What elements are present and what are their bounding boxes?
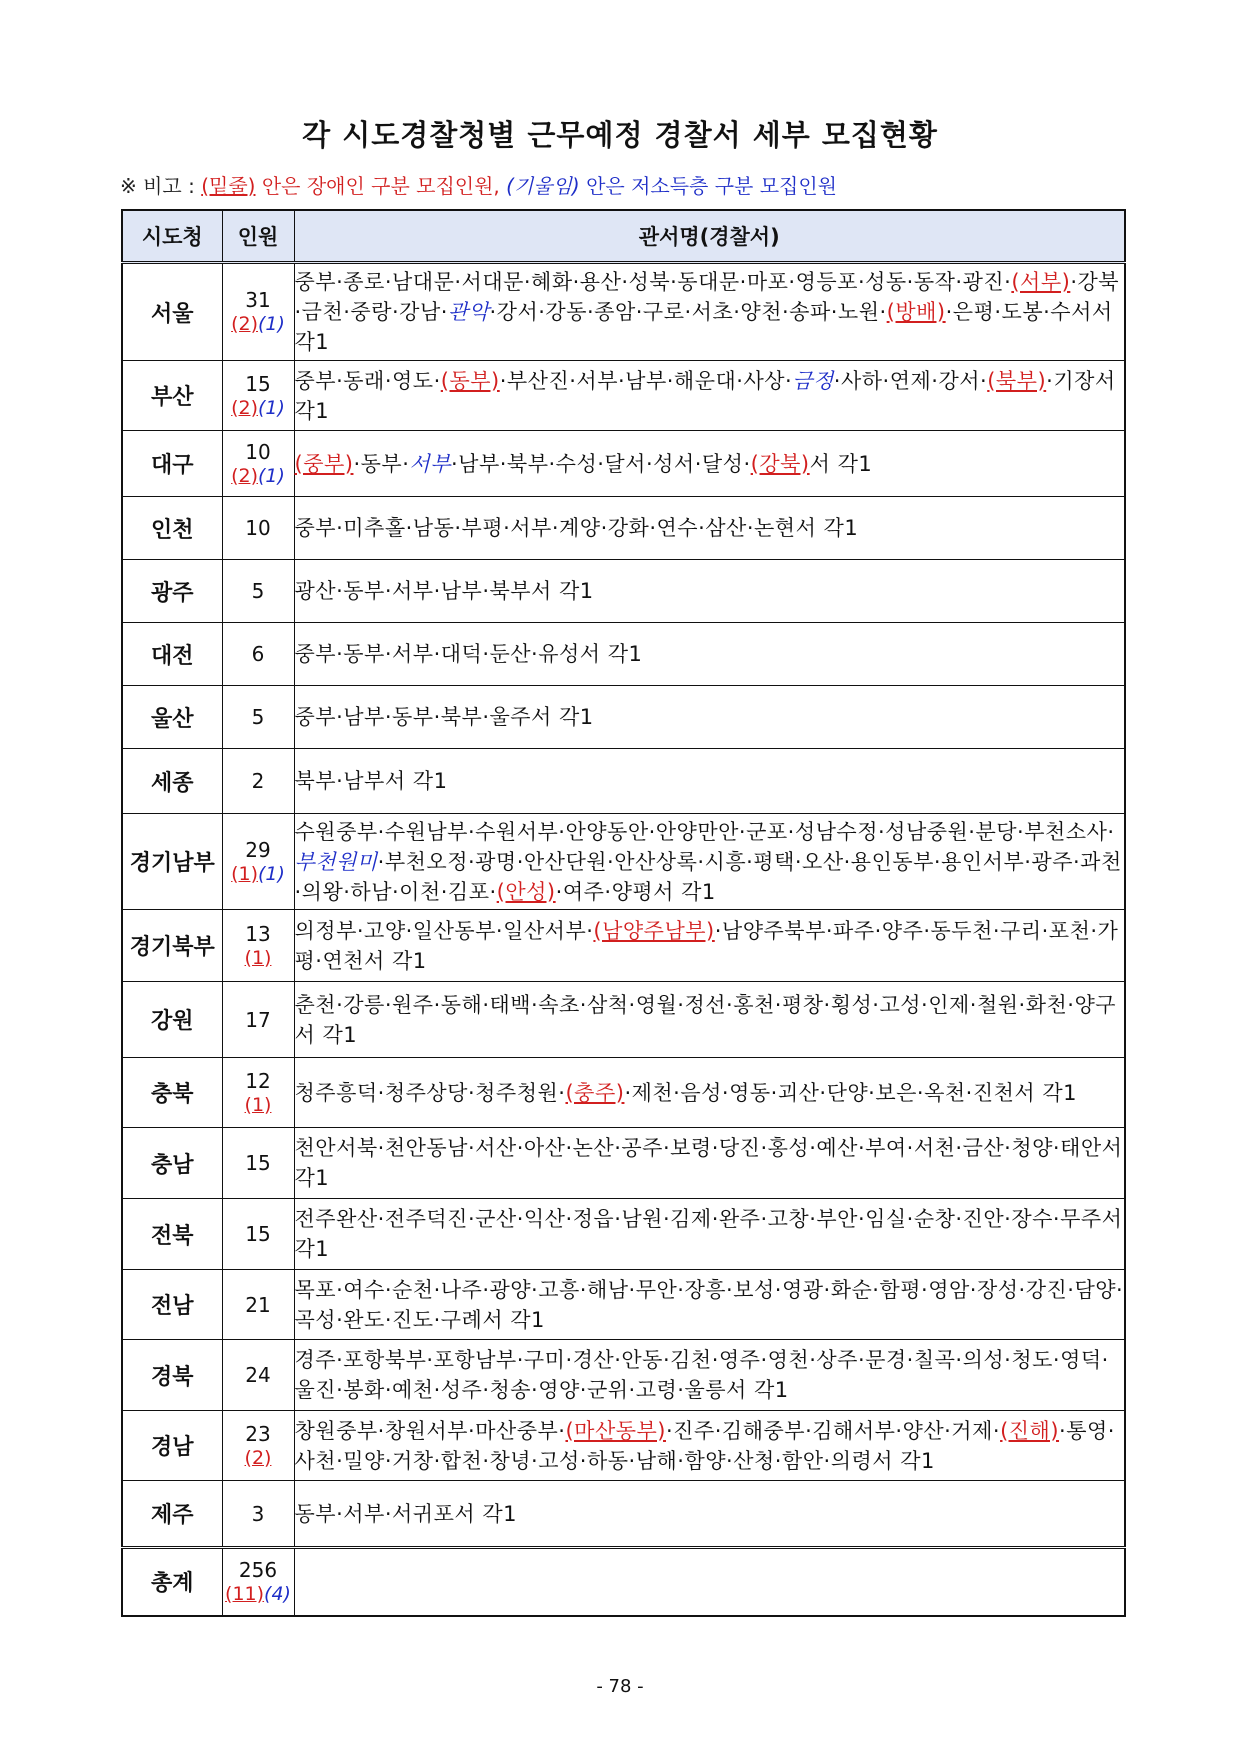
count-cell	[222, 910, 294, 982]
station-text: 청주흥덕·청주상당·청주청원·	[294, 1080, 566, 1105]
region-cell: 전남	[122, 1270, 222, 1340]
table-row	[122, 686, 1125, 749]
stations-cell	[294, 361, 1125, 431]
count-value: 10	[245, 439, 271, 464]
table-row	[122, 1411, 1125, 1481]
count-value: 15	[245, 371, 271, 396]
table-row	[122, 982, 1125, 1058]
table-row	[122, 910, 1125, 982]
header-stations: 관서명(경찰서)	[294, 210, 1125, 263]
station-text: ·남부·북부·수성·달서·성서·달성·	[450, 451, 751, 476]
station-text: 창원중부·창원서부·마산중부·	[294, 1418, 566, 1443]
station-text: ·진주·김해중부·김해서부·양산·거제·	[666, 1418, 1001, 1443]
station-text: 춘천·강릉·원주·동해·태백·속초·삼척·영월·정선·홍천·평창·횡성·고성·인제·철원·화천·양구서 각1	[294, 992, 1117, 1047]
table-row	[122, 1128, 1125, 1199]
station-text: ·강서·강동·종암·구로·서초·양천·송파·노원·	[489, 300, 887, 324]
count-cell	[222, 1270, 294, 1340]
stations-cell	[294, 1340, 1125, 1411]
region-cell: 경기북부	[122, 910, 222, 982]
disabled-station: (북부)	[987, 368, 1047, 393]
station-text: ·은평·도봉·수서서 각1	[294, 300, 1113, 354]
disabled-station: (중부)	[294, 451, 354, 476]
table-row	[122, 623, 1125, 686]
stations-cell	[294, 1128, 1125, 1199]
count-cell	[222, 814, 294, 910]
table-row	[122, 361, 1125, 431]
table-row	[122, 749, 1125, 814]
stations-cell	[294, 1058, 1125, 1128]
station-text: ·남양주북부·파주·양주·동두천·구리·포천·가평·연천서 각1	[294, 918, 1119, 973]
note-text-1: 안은 장애인 구분 모집인원,	[255, 174, 507, 198]
note-prefix: ※ 비고 :	[120, 174, 202, 198]
station-text: ·부산진·서부·남부·해운대·사상·	[499, 368, 793, 393]
count-value: 5	[251, 705, 265, 729]
count-cell	[222, 497, 294, 560]
station-text: ·동부·	[353, 451, 410, 476]
count-cell	[222, 560, 294, 623]
count-cell	[222, 982, 294, 1058]
station-text: ·부천오정·광명·안산단원·안산상록·시흥·평택·오산·용인동부·용인서부·광주·과천·의왕·하남·이천·김포·	[294, 849, 1122, 904]
count-value: 31	[245, 288, 271, 312]
region-cell: 광주	[122, 560, 222, 623]
stations-cell	[294, 1411, 1125, 1481]
total-count-cell	[222, 1548, 294, 1616]
note-text-2: 안은 저소득층 구분 모집인원	[579, 174, 837, 198]
disabled-station: (서부)	[1011, 270, 1071, 294]
count-cell	[222, 431, 294, 497]
stations-cell	[294, 1199, 1125, 1270]
table-row	[122, 1340, 1125, 1411]
station-text: 서 각1	[809, 451, 873, 476]
region-cell: 충남	[122, 1128, 222, 1199]
station-text: ·여주·양평서 각1	[555, 879, 716, 904]
page-title: 각 시도경찰청별 근무예정 경찰서 세부 모집현황	[302, 118, 938, 152]
low-income-quota: (1)	[258, 862, 285, 885]
region-cell: 대전	[122, 623, 222, 686]
count-value: 12	[245, 1068, 271, 1093]
disabled-station: (충주)	[565, 1080, 625, 1105]
count-cell	[222, 1411, 294, 1481]
stations-cell	[294, 560, 1125, 623]
count-value: 21	[245, 1292, 271, 1317]
disabled-quota: (2)	[231, 464, 258, 487]
region-cell: 충북	[122, 1058, 222, 1128]
count-cell	[222, 361, 294, 431]
count-breakdown	[223, 1093, 294, 1117]
station-text: ·통영·사천·밀양·거창·합천·창녕·고성·하동·남해·함양·산청·함안·의령서 각1	[294, 1418, 1115, 1473]
station-text: 전주완산·전주덕진·군산·익산·정읍·남원·김제·완주·고창·부안·임실·순창·진안·장수·무주서 각1	[294, 1207, 1123, 1261]
station-text: 중부·미추홀·남동·부평·서부·계양·강화·연수·삼산·논현서 각1	[294, 516, 859, 540]
table-row	[122, 1481, 1125, 1548]
station-text: 중부·동래·영도·	[294, 368, 441, 393]
station-text: 동부·서부·서귀포서 각1	[294, 1501, 517, 1526]
region-cell: 세종	[122, 749, 222, 814]
count-cell	[222, 1481, 294, 1548]
low-income-station: 부천원미	[294, 849, 378, 874]
count-value: 29	[245, 837, 271, 862]
disabled-station: (방배)	[886, 300, 946, 324]
station-text: 중부·종로·남대문·서대문·혜화·용산·성북·동대문·마포·영등포·성동·동작·광진·	[294, 270, 1012, 294]
low-income-quota: (1)	[258, 464, 285, 487]
disabled-quota: (2)	[244, 1446, 272, 1469]
region-cell: 경남	[122, 1411, 222, 1481]
stations-cell	[294, 982, 1125, 1058]
count-value: 10	[245, 516, 271, 540]
region-cell: 부산	[122, 361, 222, 431]
count-value: 23	[245, 1421, 271, 1446]
table-row	[122, 497, 1125, 560]
count-breakdown	[223, 464, 294, 488]
stations-cell	[294, 497, 1125, 560]
region-cell: 경기남부	[122, 814, 222, 910]
region-cell: 인천	[122, 497, 222, 560]
count-cell	[222, 749, 294, 814]
count-cell	[222, 1340, 294, 1411]
station-text: 경주·포항북부·포항남부·구미·경산·안동·김천·영주·영천·상주·문경·칠곡·의성·청도·영덕·울진·봉화·예천·성주·청송·영양·군위·고령·울릉서 각1	[294, 1348, 1109, 1402]
station-text: 중부·동부·서부·대덕·둔산·유성서 각1	[294, 642, 643, 666]
stations-cell	[294, 623, 1125, 686]
stations-cell	[294, 814, 1125, 910]
disabled-quota: (1)	[244, 946, 272, 969]
total-count: 256	[238, 1557, 278, 1582]
header-count: 인원	[222, 210, 294, 263]
region-cell: 제주	[122, 1481, 222, 1548]
station-text: 목포·여수·순천·나주·광양·고흥·해남·무안·장흥·보성·영광·화순·함평·영암·장성·강진·담양·곡성·완도·진도·구례서 각1	[294, 1277, 1124, 1332]
disabled-station: (강북)	[750, 451, 810, 476]
total-disabled-quota: (11)	[225, 1582, 265, 1605]
station-text: 중부·남부·동부·북부·울주서 각1	[294, 705, 594, 729]
count-breakdown	[223, 396, 294, 420]
disabled-quota: (1)	[231, 862, 258, 885]
legend-note	[120, 170, 837, 199]
count-breakdown	[223, 1446, 294, 1470]
total-label: 총계	[122, 1548, 222, 1616]
region-cell: 서울	[122, 263, 222, 361]
table-row	[122, 1058, 1125, 1128]
count-cell	[222, 1199, 294, 1270]
total-breakdown	[223, 1582, 294, 1606]
station-text: ·제천·음성·영동·괴산·단양·보은·옥천·진천서 각1	[624, 1080, 1078, 1105]
stations-cell	[294, 910, 1125, 982]
count-breakdown	[223, 862, 294, 886]
note-underlined: (밑줄)	[201, 174, 256, 198]
count-cell	[222, 623, 294, 686]
station-text: ·사하·연제·강서·	[833, 368, 988, 393]
table-row	[122, 1199, 1125, 1270]
count-value: 6	[251, 642, 265, 666]
table-header-row	[122, 210, 1125, 263]
region-cell: 울산	[122, 686, 222, 749]
low-income-quota: (1)	[258, 313, 285, 335]
table-row	[122, 263, 1125, 361]
station-text: 의정부·고양·일산동부·일산서부·	[294, 918, 594, 943]
table-row	[122, 1270, 1125, 1340]
count-cell	[222, 1058, 294, 1128]
count-value: 15	[245, 1222, 271, 1246]
disabled-station: (안성)	[496, 879, 556, 904]
page-number: - 78 -	[596, 1676, 644, 1697]
stations-cell	[294, 686, 1125, 749]
disabled-quota: (2)	[231, 396, 258, 419]
stations-cell	[294, 431, 1125, 497]
count-value: 5	[251, 579, 265, 603]
note-italic: (기울임)	[506, 174, 580, 198]
disabled-quota: (2)	[231, 313, 258, 335]
recruitment-table	[121, 209, 1126, 1617]
count-value: 17	[245, 1007, 271, 1032]
stations-cell	[294, 1481, 1125, 1548]
table-row	[122, 814, 1125, 910]
station-text: 북부·남부서 각1	[294, 769, 448, 793]
station-text: ·강북·금천·중랑·강남·	[294, 270, 1120, 324]
count-breakdown	[223, 946, 294, 970]
total-low-income-quota: (4)	[264, 1582, 291, 1605]
low-income-quota: (1)	[258, 396, 285, 419]
count-cell	[222, 686, 294, 749]
header-region: 시도청	[122, 210, 222, 263]
station-text: 천안서북·천안동남·서산·아산·논산·공주·보령·당진·홍성·예산·부여·서천·금산·청양·태안서 각1	[294, 1136, 1123, 1190]
region-cell: 강원	[122, 982, 222, 1058]
count-value: 24	[245, 1363, 271, 1387]
count-cell	[222, 263, 294, 361]
count-breakdown	[223, 312, 294, 336]
count-value: 2	[251, 769, 265, 793]
stations-cell	[294, 1270, 1125, 1340]
disabled-station: (진해)	[1000, 1418, 1060, 1443]
low-income-station: 관악	[447, 300, 490, 324]
station-text: 수원중부·수원남부·수원서부·안양동안·안양만안·군포·성남수정·성남중원·분당·부천소사·	[294, 819, 1115, 844]
disabled-station: (남양주남부)	[593, 918, 715, 943]
low-income-station: 서부	[409, 451, 451, 476]
region-cell: 경북	[122, 1340, 222, 1411]
station-text: ·기장서 각1	[294, 368, 1116, 423]
disabled-station: (동부)	[440, 368, 500, 393]
total-row	[122, 1548, 1125, 1616]
low-income-station: 금정	[792, 368, 834, 393]
stations-cell	[294, 263, 1125, 361]
count-value: 15	[245, 1151, 271, 1175]
region-cell: 대구	[122, 431, 222, 497]
count-value: 13	[245, 921, 271, 946]
table-row	[122, 431, 1125, 497]
table-row	[122, 560, 1125, 623]
stations-cell	[294, 749, 1125, 814]
total-stations-cell	[294, 1548, 1125, 1616]
region-cell: 전북	[122, 1199, 222, 1270]
disabled-quota: (1)	[244, 1093, 272, 1116]
disabled-station: (마산동부)	[565, 1418, 666, 1443]
station-text: 광산·동부·서부·남부·북부서 각1	[294, 579, 594, 603]
count-cell	[222, 1128, 294, 1199]
count-value: 3	[251, 1501, 265, 1526]
